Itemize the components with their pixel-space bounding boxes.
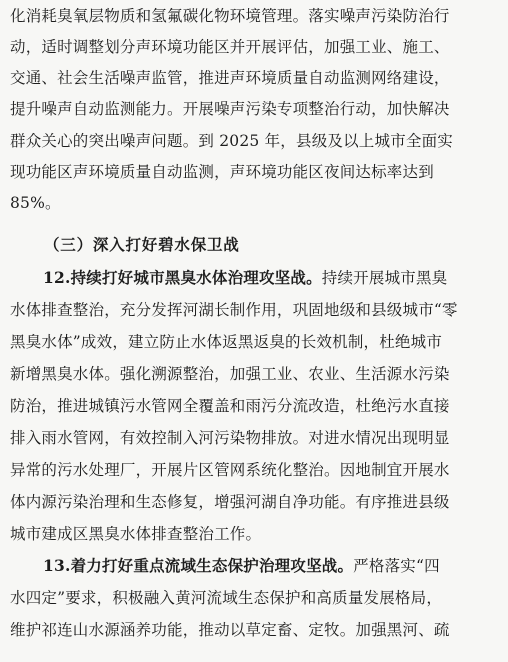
paragraph-line: 黑臭水体”成效，建立防止水体返黑返臭的长效机制，杜绝城市 [10,333,443,351]
paragraph-line: 化消耗臭氧层物质和氢氟碳化物环境管理。落实噪声污染防治行 [10,7,450,25]
paragraph-line: 体内源污染治理和生态修复，增强河湖自净功能。有序推进县级 [10,493,450,511]
paragraph-line: 水四定”要求，积极融入黄河流域生态保护和高质量发展格局， [10,589,443,607]
item-13-first-line-text: 严格落实“四 [353,557,440,575]
paragraph-line: 异常的污水处理厂，开展片区管网系统化整治。因地制宜开展水 [10,461,450,479]
paragraph-line: 现功能区声环境质量自动监测，声环境功能区夜间达标率达到 [10,163,434,181]
item-12-title: 12.持续打好城市黑臭水体治理攻坚战。 [43,268,322,287]
paragraph-line: 排入雨水管网，有效控制入河污染物排放。对进水情况出现明显 [10,429,450,447]
item-13-title: 13.着力打好重点流域生态保护治理攻坚战。 [43,556,354,575]
item-12-first-line-text: 持续开展城市黑臭 [321,269,448,287]
item-13-first-line [43,556,508,576]
paragraph-line: 群众关心的突出噪声问题。到 2025 年，县级及以上城市全面实 [10,132,454,150]
item-12-first-line [43,268,508,288]
section-heading: （三）深入打好碧水保卫战 [44,235,240,254]
paragraph-line: 动，适时调整划分声环境功能区并开展评估，加强工业、施工、 [10,38,450,56]
paragraph-line: 新增黑臭水体。强化溯源整治，加强工业、农业、生活源水污染 [10,365,450,383]
paragraph-line: 提升噪声自动监测能力。开展噪声污染专项整治行动，加快解决 [10,100,450,118]
paragraph-line: 城市建成区黑臭水体排查整治工作。 [10,525,262,543]
paragraph-line: 维护祁连山水源涵养功能，推动以草定畜、定牧。加强黑河、疏 [10,621,450,639]
paragraph-line: 85%。 [10,194,61,212]
paragraph-line: 交通、社会生活噪声监管，推进声环境质量自动监测网络建设， [10,69,450,87]
paragraph-line: 防治，推进城镇污水管网全覆盖和雨污分流改造，杜绝污水直接 [10,397,450,415]
paragraph-line: 水体排查整治，充分发挥河湖长制作用，巩固地级和县级城市“零 [10,301,458,319]
